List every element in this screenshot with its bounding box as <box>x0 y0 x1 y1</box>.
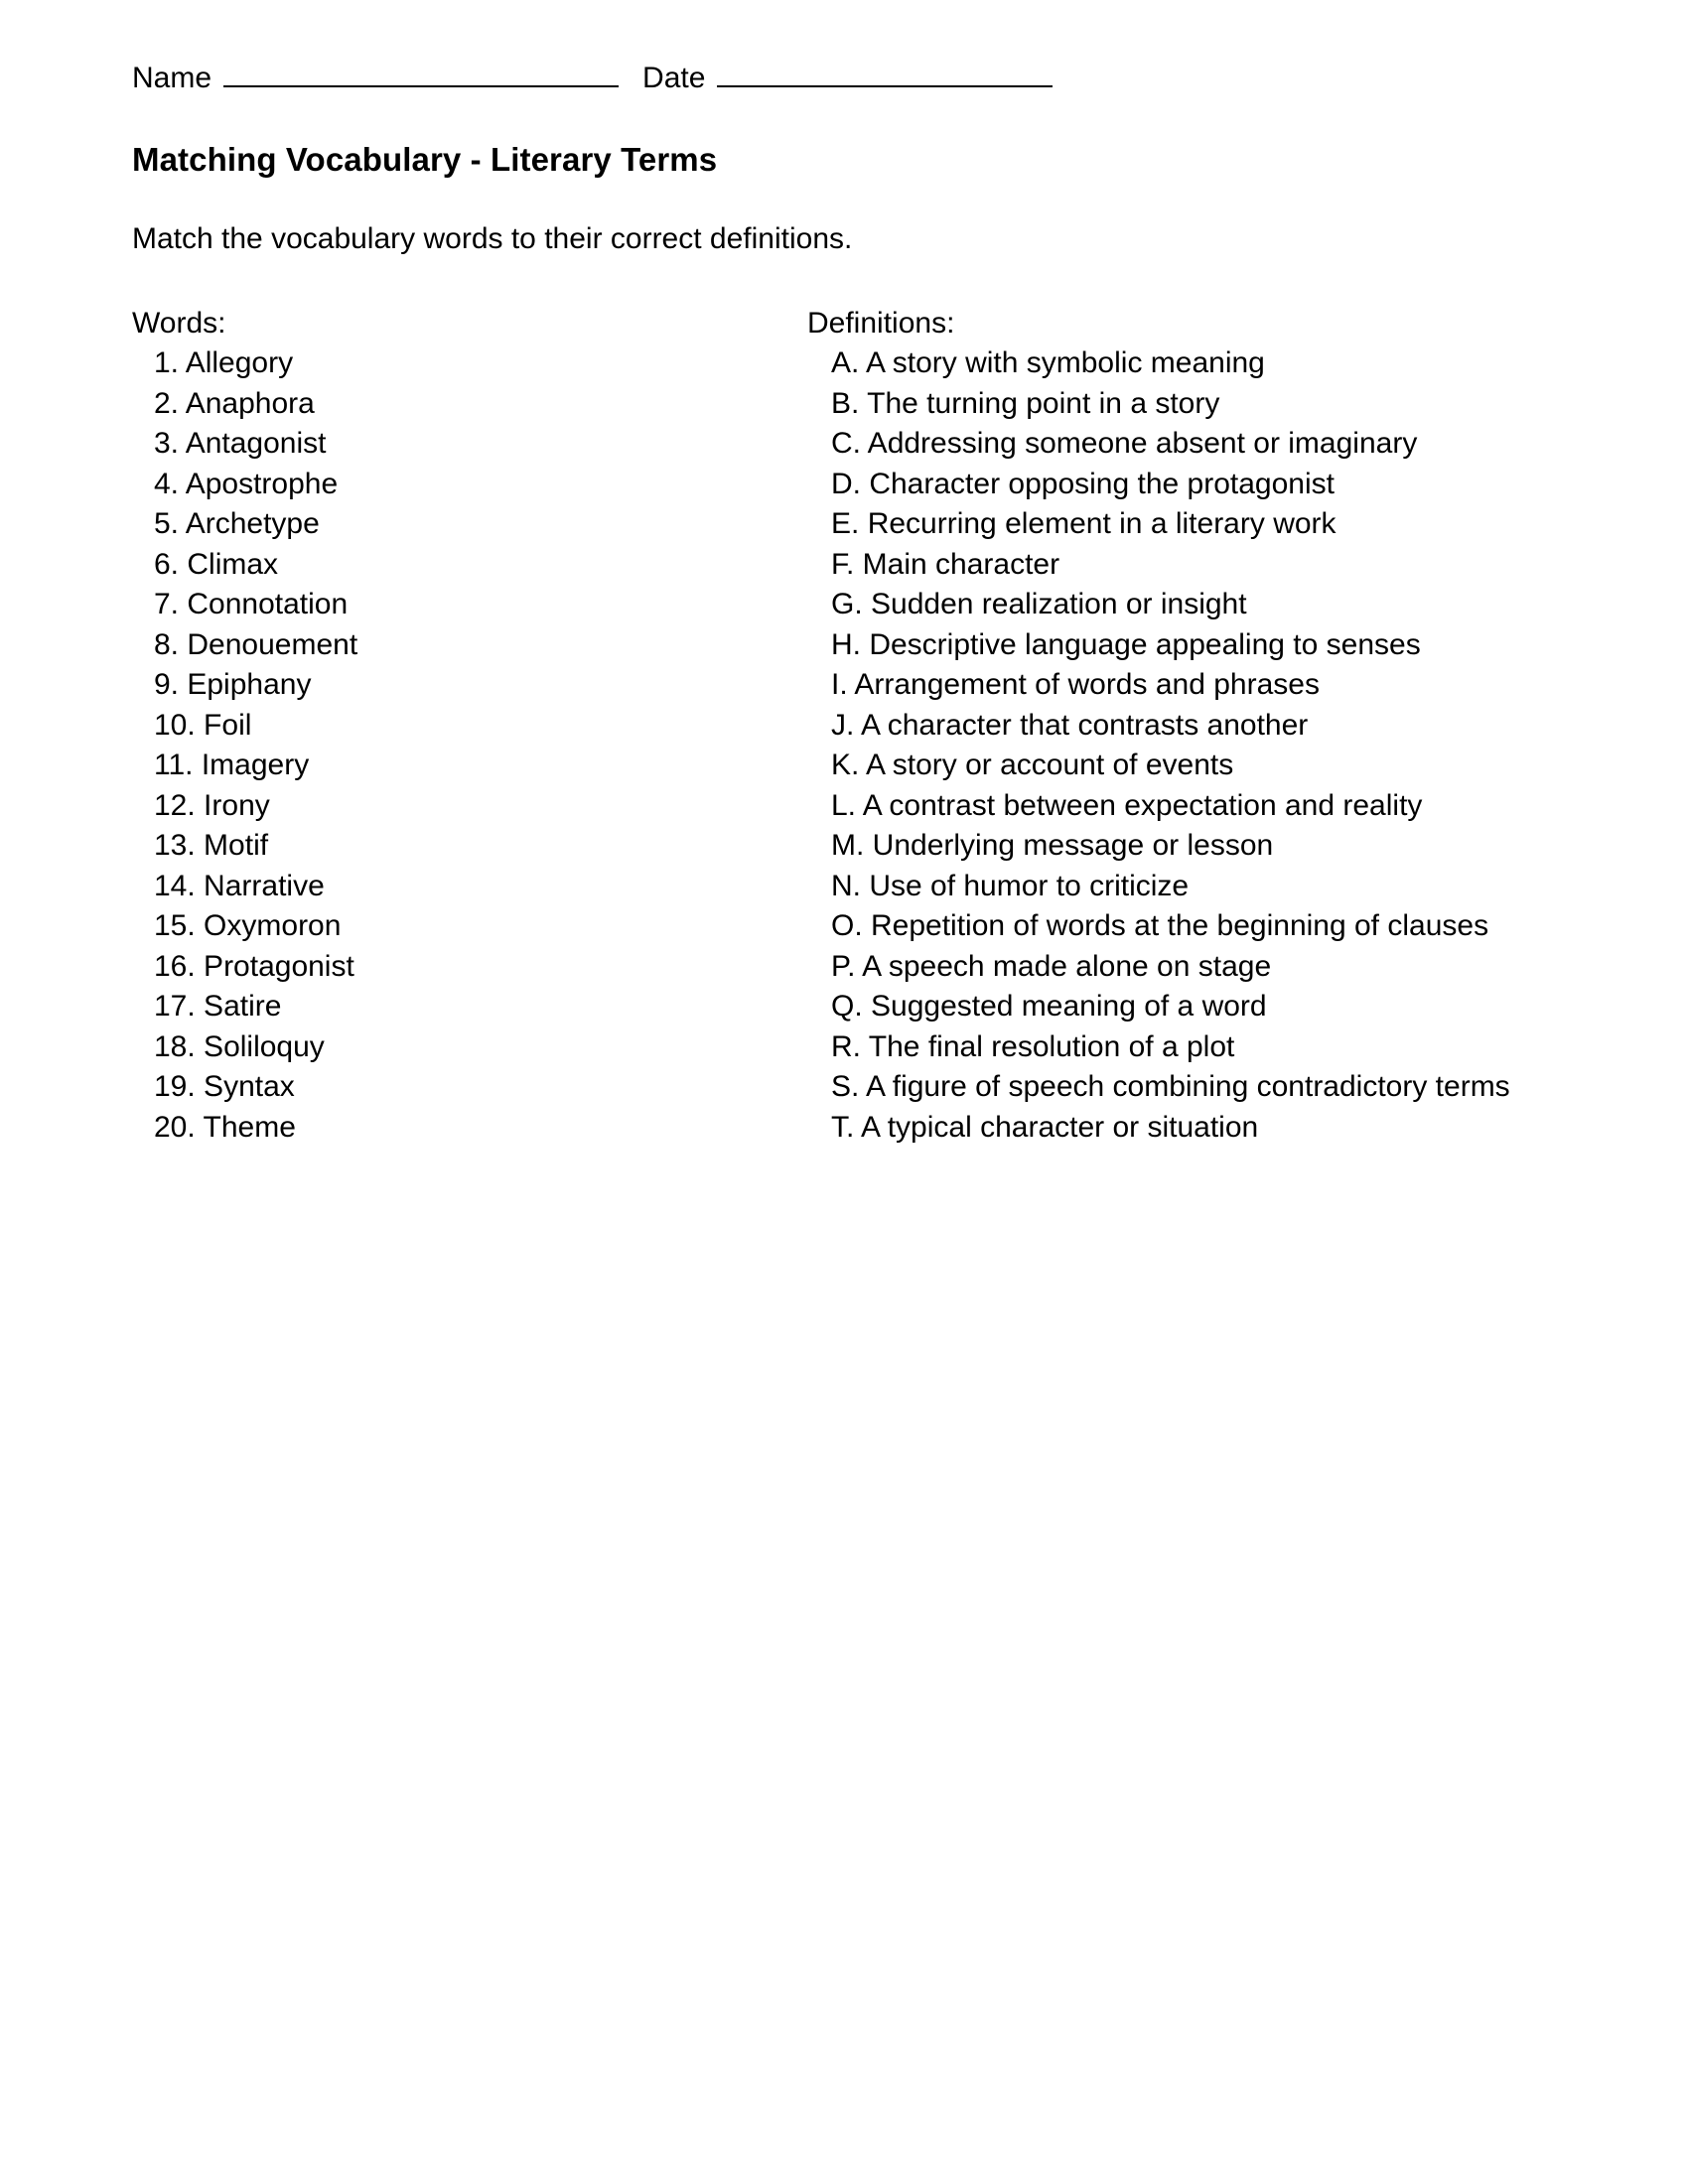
definition-list-item-marker: R. <box>831 1029 861 1063</box>
definition-list-item-marker: H. <box>831 627 861 661</box>
word-list-item-marker: 14. <box>154 869 196 902</box>
name-label: Name <box>132 62 212 94</box>
definitions-list <box>807 343 1582 1148</box>
definition-list-item[interactable] <box>807 867 1582 907</box>
word-list-item-text: Motif <box>195 829 269 862</box>
word-list-item-text: Oxymoron <box>195 909 342 942</box>
word-list-item[interactable] <box>132 465 807 505</box>
word-list-item-marker: 17. <box>154 990 196 1023</box>
word-list-item-marker: 20. <box>154 1110 196 1144</box>
definition-list-item[interactable] <box>807 1108 1582 1149</box>
word-list-item-text: Syntax <box>195 1070 295 1103</box>
word-list-item-text: Allegory <box>179 346 294 379</box>
word-list-item[interactable] <box>132 1027 807 1068</box>
definition-list-item-text: A story with symbolic meaning <box>859 346 1265 379</box>
page-title: Matching Vocabulary - Literary Terms <box>132 141 718 178</box>
word-list-item[interactable] <box>132 343 807 384</box>
word-list-item-text: Archetype <box>179 507 320 540</box>
word-list-item[interactable] <box>132 987 807 1027</box>
word-list-item-text: Narrative <box>195 869 325 902</box>
definition-list-item-marker: J. <box>831 708 855 742</box>
definition-list-item-marker: O. <box>831 909 863 942</box>
definition-list-item[interactable] <box>807 786 1582 827</box>
word-list-item[interactable] <box>132 826 807 867</box>
definition-list-item-marker: Q. <box>831 990 863 1023</box>
definition-list-item-text: The turning point in a story <box>859 386 1220 420</box>
word-list-item-text: Foil <box>195 708 252 742</box>
definition-list-item-text: Recurring element in a literary work <box>859 507 1336 540</box>
word-list-item-text: Soliloquy <box>195 1029 325 1063</box>
word-list-item-marker: 16. <box>154 949 196 983</box>
definition-list-item-marker: L. <box>831 788 857 822</box>
word-list-item-text: Satire <box>195 990 282 1023</box>
definition-list-item[interactable] <box>807 384 1582 425</box>
name-date-row <box>132 62 1582 95</box>
word-list-item-marker: 2. <box>154 386 180 420</box>
definition-list-item[interactable] <box>807 987 1582 1027</box>
word-list-item-marker: 4. <box>154 467 180 500</box>
definition-list-item[interactable] <box>807 947 1582 988</box>
word-list-item-text: Imagery <box>193 749 310 781</box>
word-list-item[interactable] <box>132 906 807 947</box>
definition-list-item-marker: M. <box>831 829 865 862</box>
word-list-item-marker: 11. <box>154 749 194 781</box>
word-list-item[interactable] <box>132 1067 807 1108</box>
definition-list-item-text: Character opposing the protagonist <box>861 467 1335 500</box>
word-list-item-marker: 9. <box>154 668 180 701</box>
word-list-item-text: Epiphany <box>179 668 312 701</box>
word-list-item[interactable] <box>132 746 807 786</box>
word-list-item-marker: 5. <box>154 507 180 540</box>
definition-list-item[interactable] <box>807 465 1582 505</box>
word-list-item[interactable] <box>132 384 807 425</box>
word-list-item[interactable] <box>132 504 807 545</box>
definition-list-item-marker: S. <box>831 1070 860 1103</box>
definition-list-item[interactable] <box>807 706 1582 747</box>
word-list-item-marker: 18. <box>154 1029 196 1063</box>
word-list-item-marker: 10. <box>154 708 196 742</box>
instructions-text: Match the vocabulary words to their correct definitions. <box>132 222 853 255</box>
definition-list-item-text: Addressing someone absent or imaginary <box>861 427 1418 460</box>
definition-list-item-text: A story or account of events <box>859 749 1234 781</box>
definition-list-item[interactable] <box>807 1027 1582 1068</box>
word-list-item-marker: 15. <box>154 909 196 942</box>
word-list-item-marker: 19. <box>154 1070 196 1103</box>
word-list-item[interactable] <box>132 665 807 706</box>
words-list <box>132 343 807 1148</box>
word-list-item[interactable] <box>132 706 807 747</box>
definition-list-item-marker: C. <box>831 427 861 460</box>
word-list-item-text: Theme <box>195 1110 296 1144</box>
definition-list-item[interactable] <box>807 504 1582 545</box>
definition-list-item-text: Use of humor to criticize <box>861 869 1190 902</box>
date-label: Date <box>642 62 706 94</box>
word-list-item-marker: 7. <box>154 588 180 620</box>
word-list-item-marker: 1. <box>154 346 180 379</box>
word-list-item[interactable] <box>132 867 807 907</box>
word-list-item-marker: 12. <box>154 788 196 822</box>
word-list-item-text: Protagonist <box>195 949 354 983</box>
definition-list-item-marker: G. <box>831 588 863 620</box>
definition-list-item[interactable] <box>807 585 1582 625</box>
definition-list-item-text: Suggested meaning of a word <box>862 990 1267 1023</box>
word-list-item-marker: 3. <box>154 427 180 460</box>
word-list-item-text: Irony <box>195 788 270 822</box>
definition-list-item-marker: A. <box>831 346 860 379</box>
word-list-item-marker: 8. <box>154 627 180 661</box>
definition-list-item-marker: K. <box>831 749 860 781</box>
word-list-item-marker: 6. <box>154 547 180 581</box>
definition-list-item-text: Sudden realization or insight <box>862 588 1247 620</box>
definition-list-item-marker: N. <box>831 869 861 902</box>
word-list-item-text: Denouement <box>179 627 358 661</box>
word-list-item[interactable] <box>132 545 807 586</box>
word-list-item[interactable] <box>132 424 807 465</box>
word-list-item-text: Connotation <box>179 588 349 620</box>
definition-list-item-text: A figure of speech combining contradictory terms <box>859 1070 1510 1103</box>
definition-list-item-marker: P. <box>831 949 856 983</box>
definition-list-item[interactable] <box>807 665 1582 706</box>
definition-list-item[interactable] <box>807 906 1582 947</box>
definition-list-item-marker: B. <box>831 386 860 420</box>
word-list-item[interactable] <box>132 947 807 988</box>
date-blank-line[interactable] <box>717 64 1053 87</box>
matching-columns <box>132 304 1582 1148</box>
name-blank-line[interactable] <box>223 64 619 87</box>
definition-list-item-text: A speech made alone on stage <box>855 949 1272 983</box>
definition-list-item-text: A character that contrasts another <box>854 708 1309 742</box>
definition-list-item[interactable] <box>807 1067 1582 1108</box>
definition-list-item[interactable] <box>807 545 1582 586</box>
worksheet-content <box>132 62 1582 1148</box>
word-list-item-text: Antagonist <box>179 427 327 460</box>
word-list-item-marker: 13. <box>154 829 196 862</box>
word-list-item[interactable] <box>132 625 807 666</box>
definition-list-item-text: Main character <box>854 547 1060 581</box>
definition-list-item[interactable] <box>807 826 1582 867</box>
definition-list-item-text: Repetition of words at the beginning of clauses <box>862 909 1489 942</box>
definition-list-item-text: The final resolution of a plot <box>861 1029 1235 1063</box>
definition-list-item-text: Underlying message or lesson <box>864 829 1274 862</box>
definition-list-item[interactable] <box>807 424 1582 465</box>
word-list-item-text: Anaphora <box>179 386 315 420</box>
words-column <box>132 304 807 1148</box>
definition-list-item-marker: E. <box>831 507 860 540</box>
definition-list-item-text: A typical character or situation <box>854 1110 1259 1144</box>
words-heading: Words: <box>132 307 226 340</box>
definition-list-item-text: Arrangement of words and phrases <box>847 668 1320 701</box>
definition-list-item-text: A contrast between expectation and reality <box>856 788 1423 822</box>
word-list-item[interactable] <box>132 786 807 827</box>
word-list-item-text: Climax <box>179 547 279 581</box>
definition-list-item[interactable] <box>807 746 1582 786</box>
definition-list-item-text: Descriptive language appealing to senses <box>861 627 1421 661</box>
definition-list-item-marker: I. <box>831 668 848 701</box>
definitions-heading: Definitions: <box>807 307 955 340</box>
definition-list-item[interactable] <box>807 343 1582 384</box>
definition-list-item[interactable] <box>807 625 1582 666</box>
definitions-column <box>807 304 1582 1148</box>
word-list-item[interactable] <box>132 1108 807 1149</box>
word-list-item-text: Apostrophe <box>179 467 339 500</box>
definition-list-item-marker: T. <box>831 1110 855 1144</box>
word-list-item[interactable] <box>132 585 807 625</box>
definition-list-item-marker: F. <box>831 547 855 581</box>
definition-list-item-marker: D. <box>831 467 861 500</box>
